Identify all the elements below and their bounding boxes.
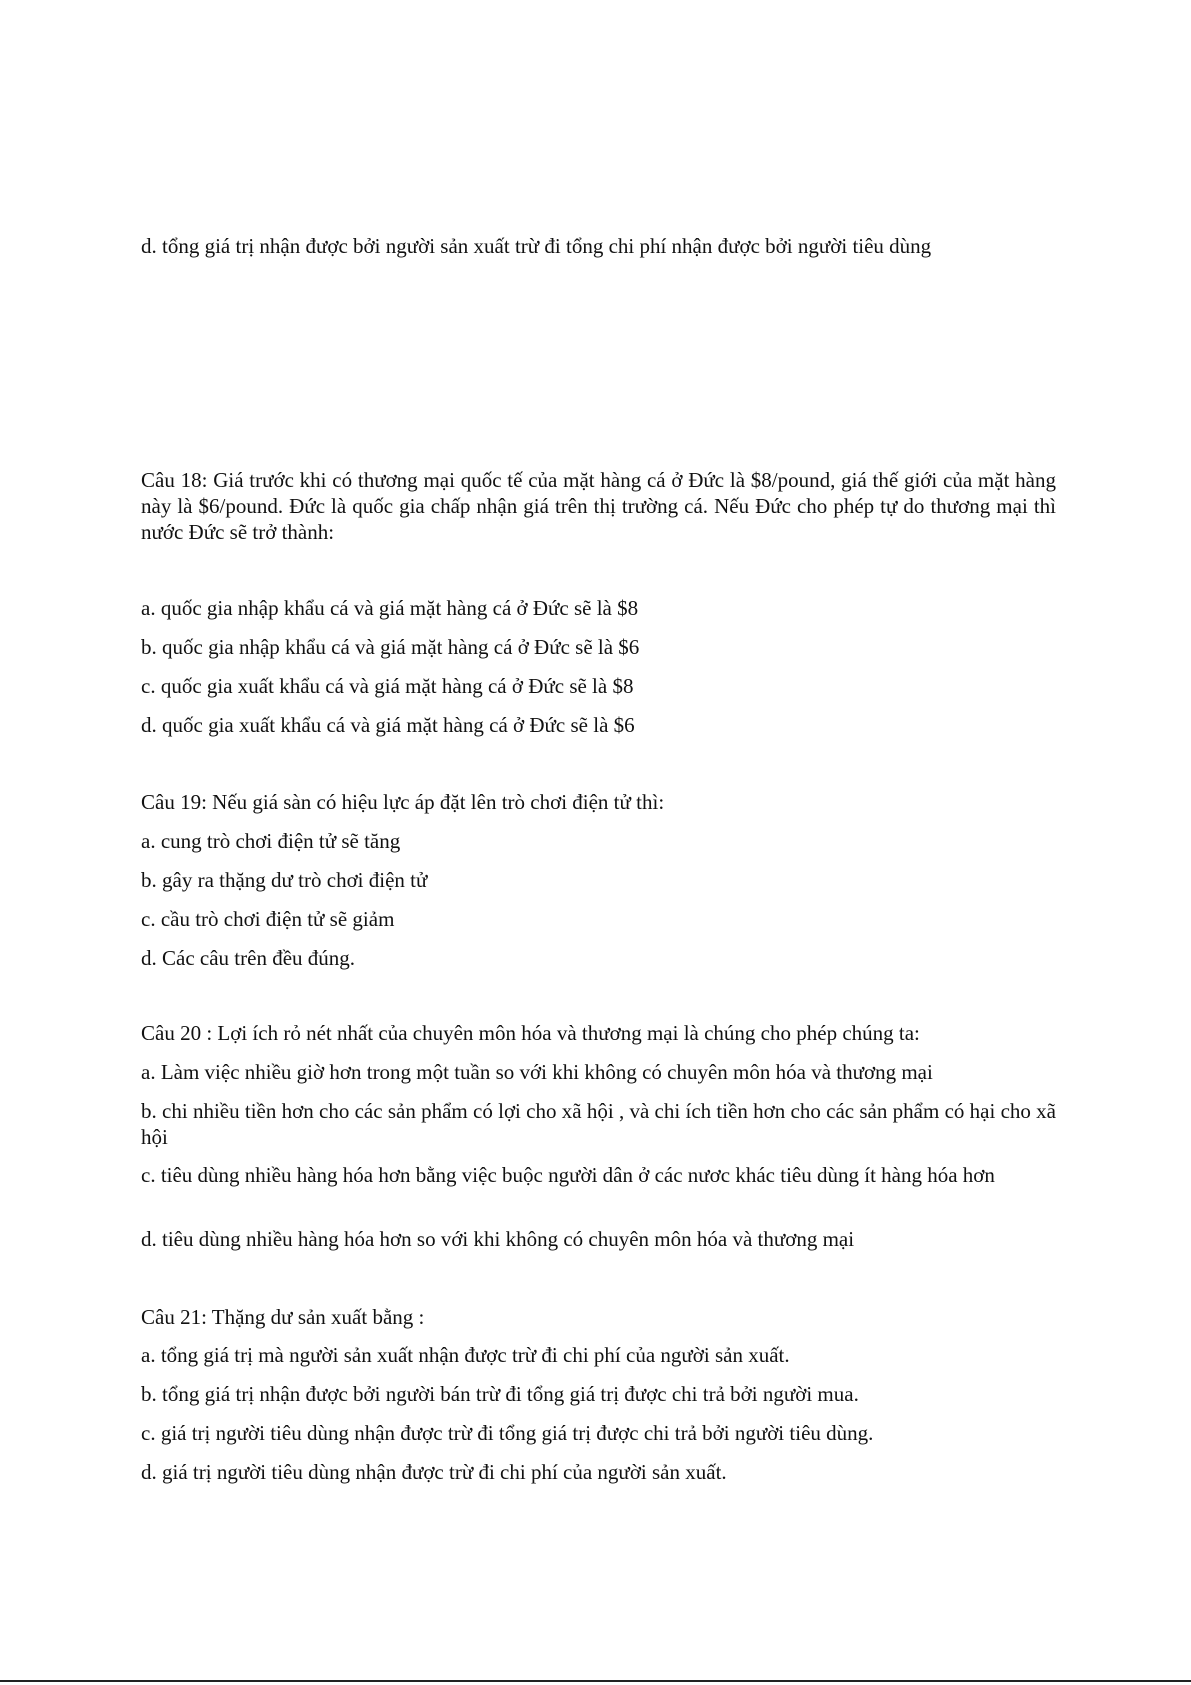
q18-option-c: c. quốc gia xuất khẩu cá và giá mặt hàng cá ở Đức sẽ là $8 [141, 674, 634, 698]
q19-option-c: c. cầu trò chơi điện tử sẽ giảm [141, 907, 395, 931]
q18-option-a: a. quốc gia nhập khẩu cá và giá mặt hàng cá ở Đức sẽ là $8 [141, 596, 639, 620]
q19-option-d: d. Các câu trên đều đúng. [141, 946, 356, 970]
q18-question: Câu 18: Giá trước khi có thương mại quốc tế của mặt hàng cá ở Đức là $8/pound, giá thế giới của mặt hàng này là $6/pound. Đức là quốc gia chấp nhận giá trên thị trường cá. Nếu Đức cho phép tự do thương mại thì nước Đức sẽ trở thành: [141, 468, 1056, 544]
q21-option-d: d. giá trị người tiêu dùng nhận được trừ đi chi phí của người sản xuất. [141, 1460, 727, 1484]
q18-option-d: d. quốc gia xuất khẩu cá và giá mặt hàng cá ở Đức sẽ là $6 [141, 713, 635, 737]
q17-option-d: d. tổng giá trị nhận được bởi người sản xuất trừ đi tổng chi phí nhận được bởi người tiêu dùng [141, 234, 932, 258]
q19-option-a: a. cung trò chơi điện tử sẽ tăng [141, 829, 401, 853]
q19-option-b: b. gây ra thặng dư trò chơi điện tử [141, 868, 428, 892]
q21-option-a: a. tổng giá trị mà người sản xuất nhận được trừ đi chi phí của người sản xuất. [141, 1343, 790, 1367]
page-bottom-rule [0, 1680, 1191, 1682]
q20-option-d: d. tiêu dùng nhiều hàng hóa hơn so với khi không có chuyên môn hóa và thương mại [141, 1227, 855, 1251]
q20-option-b: b. chi nhiều tiền hơn cho các sản phẩm có lợi cho xã hội , và chi ích tiền hơn cho các sản phẩm có hại cho xã hội [141, 1099, 1056, 1149]
q21-question: Câu 21: Thặng dư sản xuất bằng : [141, 1305, 425, 1329]
q20-option-c: c. tiêu dùng nhiều hàng hóa hơn bằng việc buộc người dân ở các nươc khác tiêu dùng ít hàng hóa hơn [141, 1163, 995, 1187]
q20-option-a: a. Làm việc nhiều giờ hơn trong một tuần so với khi không có chuyên môn hóa và thương mại [141, 1060, 933, 1084]
q21-option-c: c. giá trị người tiêu dùng nhận được trừ đi tổng giá trị được chi trả bởi người tiêu dùng. [141, 1421, 874, 1445]
q18-option-b: b. quốc gia nhập khẩu cá và giá mặt hàng cá ở Đức sẽ là $6 [141, 635, 640, 659]
q19-question: Câu 19: Nếu giá sàn có hiệu lực áp đặt lên trò chơi điện tử thì: [141, 790, 665, 814]
q21-option-b: b. tổng giá trị nhận được bởi người bán trừ đi tổng giá trị được chi trả bởi người mua. [141, 1382, 859, 1406]
q20-question: Câu 20 : Lợi ích rỏ nét nhất của chuyên môn hóa và thương mại là chúng cho phép chúng ta: [141, 1021, 920, 1045]
